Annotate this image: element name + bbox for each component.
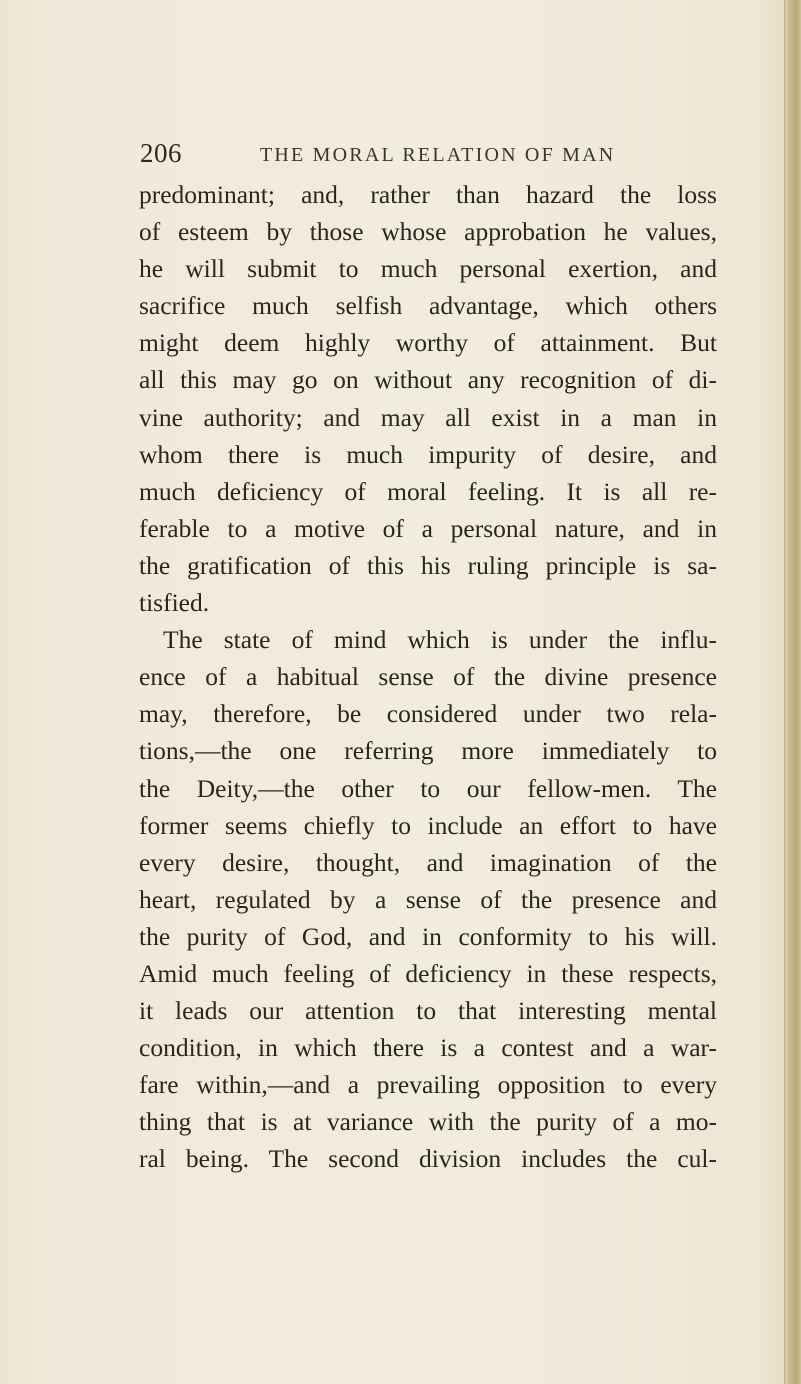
text-line: all this may go on without any recognition of di- <box>139 365 717 395</box>
body-text <box>139 176 717 1178</box>
text-line: ral being. The second division includes the cul- <box>139 1144 717 1174</box>
text-line: sacrifice much selfish advantage, which others <box>139 291 717 321</box>
text-line: it leads our attention to that interesting mental <box>139 996 717 1026</box>
text-line: whom there is much impurity of desire, and <box>139 439 717 469</box>
page-header <box>140 136 700 176</box>
text-line: heart, regulated by a sense of the presence and <box>139 884 717 914</box>
text-line: fare within,—and a prevailing opposition to every <box>139 1070 717 1100</box>
text-line: ence of a habitual sense of the divine presence <box>139 662 717 692</box>
text-line: the purity of God, and in conformity to his will. <box>139 921 717 951</box>
text-line: might deem highly worthy of attainment. But <box>139 328 717 358</box>
text-line: of esteem by those whose approbation he values, <box>139 217 717 247</box>
text-line: the gratification of this his ruling principle is sa- <box>139 550 717 580</box>
page-number: 206 <box>140 138 182 168</box>
text-line: condition, in which there is a contest and a war- <box>139 1033 717 1063</box>
text-line: The state of mind which is under the influ- <box>163 625 717 655</box>
text-line: every desire, thought, and imagination of the <box>139 847 717 877</box>
text-line: former seems chiefly to include an effort to have <box>139 810 717 840</box>
text-line: ferable to a motive of a personal nature, and in <box>139 513 717 543</box>
text-line: he will submit to much personal exertion, and <box>139 254 717 284</box>
text-line: tions,—the one referring more immediately to <box>139 736 717 766</box>
text-line: much deficiency of moral feeling. It is all re- <box>139 476 717 506</box>
running-head: THE MORAL RELATION OF MAN <box>260 144 616 166</box>
text-line: thing that is at variance with the purity of a mo- <box>139 1107 717 1137</box>
text-line: the Deity,—the other to our fellow-men. The <box>139 773 717 803</box>
text-line: predominant; and, rather than hazard the loss <box>139 180 717 209</box>
text-line: tisfied. <box>139 588 210 618</box>
text-line: may, therefore, be considered under two rela- <box>139 699 717 729</box>
text-line: Amid much feeling of deficiency in these respects, <box>139 958 717 988</box>
page-edge <box>785 0 801 1384</box>
text-line: vine authority; and may all exist in a man in <box>139 402 717 432</box>
